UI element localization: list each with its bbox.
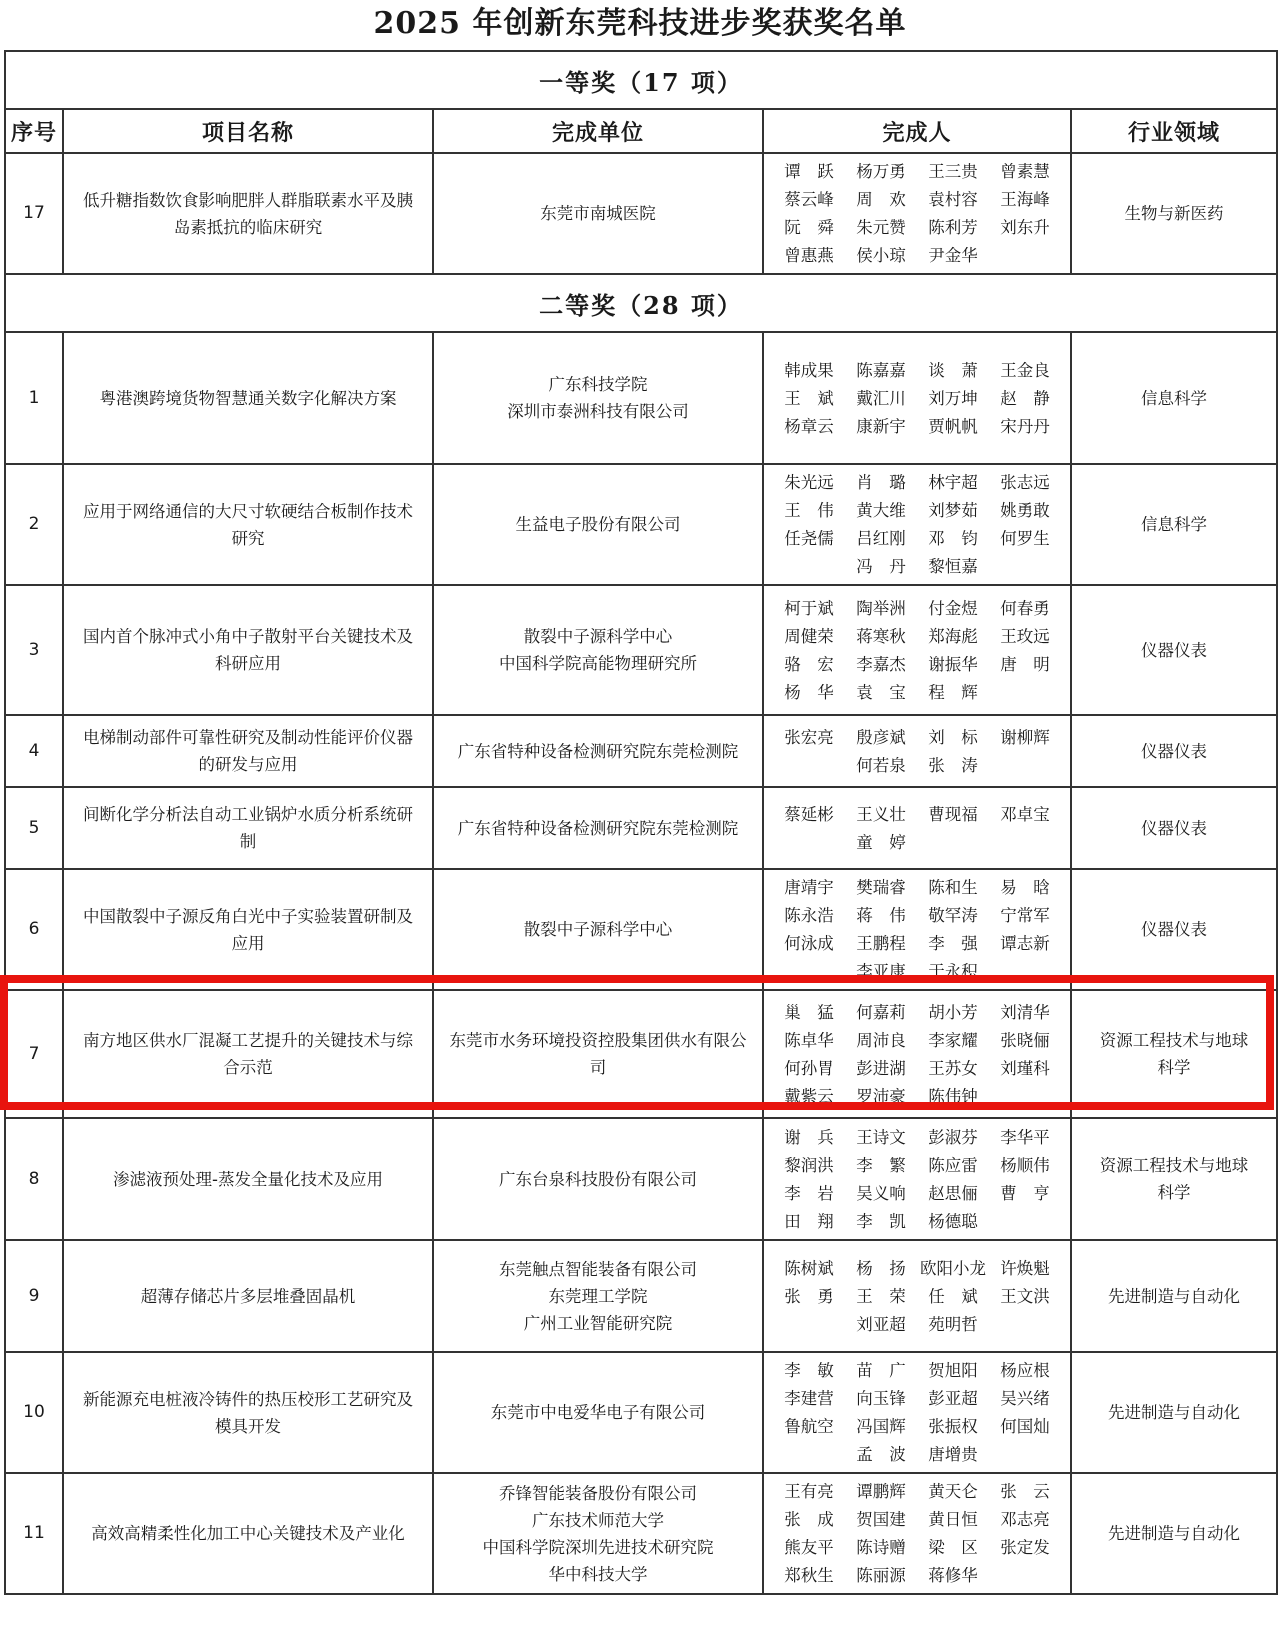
people-grid bbox=[770, 357, 1064, 440]
person-name: 陈嘉嘉 bbox=[856, 360, 906, 380]
person-name: 康新宇 bbox=[856, 416, 906, 436]
completion-unit bbox=[433, 1118, 763, 1240]
completion-unit bbox=[433, 1240, 763, 1352]
person-name: 王玫远 bbox=[1000, 626, 1050, 646]
person-name: 张宏亮 bbox=[784, 727, 834, 747]
person-name: 黄大维 bbox=[856, 501, 906, 520]
unit-line: 广东台泉科技股份有限公司 bbox=[499, 1169, 697, 1189]
row-index: 11 bbox=[5, 1473, 63, 1594]
person-name: 朱光远 bbox=[784, 473, 834, 492]
row-index: 4 bbox=[5, 715, 63, 787]
person-name: 殷彦斌 bbox=[856, 727, 906, 747]
people-grid bbox=[770, 724, 1064, 779]
completion-unit bbox=[433, 1473, 763, 1594]
project-name: 超薄存储芯片多层堆叠固晶机 bbox=[63, 1240, 433, 1352]
people-grid bbox=[770, 595, 1064, 706]
person-name: 张定发 bbox=[1000, 1538, 1050, 1557]
person-name: 杨章云 bbox=[784, 416, 834, 436]
person-name: 黄日恒 bbox=[928, 1510, 978, 1529]
person-name: 陈诗赠 bbox=[856, 1538, 906, 1557]
industry-field: 资源工程技术与地球科学 bbox=[1071, 990, 1277, 1118]
person-name: 王诗文 bbox=[856, 1127, 906, 1147]
person-name: 樊瑞睿 bbox=[856, 878, 906, 897]
person-name: 王文洪 bbox=[1000, 1286, 1050, 1306]
unit-line: 中国科学院高能物理研究所 bbox=[499, 654, 697, 673]
person-name: 曾惠燕 bbox=[784, 246, 834, 265]
person-name: 周 欢 bbox=[856, 190, 906, 209]
person-name: 戴紫云 bbox=[784, 1086, 834, 1106]
industry-field: 先进制造与自动化 bbox=[1071, 1240, 1277, 1352]
person-name: 宁常军 bbox=[1000, 906, 1050, 925]
person-name: 曹 亨 bbox=[1000, 1183, 1050, 1203]
person-name: 朱元赞 bbox=[856, 218, 906, 237]
person-name: 李华平 bbox=[1000, 1127, 1050, 1147]
project-name: 南方地区供水厂混凝工艺提升的关键技术与综合示范 bbox=[63, 990, 433, 1118]
header-idx: 序号 bbox=[5, 109, 63, 153]
person-name: 侯小琼 bbox=[856, 246, 906, 265]
person-name: 熊友平 bbox=[784, 1538, 834, 1557]
person-name: 陈应雷 bbox=[928, 1155, 978, 1175]
person-name: 蒋修华 bbox=[928, 1566, 978, 1585]
person-name: 宋丹丹 bbox=[1000, 416, 1050, 436]
person-name: 郑秋生 bbox=[784, 1566, 834, 1585]
person-name: 张振权 bbox=[928, 1417, 978, 1436]
person-name: 唐 明 bbox=[1000, 654, 1050, 674]
unit-line: 东莞触点智能装备有限公司 bbox=[499, 1259, 697, 1279]
person-name: 王义壮 bbox=[856, 804, 906, 824]
completion-people bbox=[763, 869, 1071, 990]
table-row bbox=[5, 1352, 1277, 1473]
project-name: 间断化学分析法自动工业锅炉水质分析系统研制 bbox=[63, 787, 433, 869]
people-grid bbox=[770, 1124, 1064, 1235]
person-name: 李嘉杰 bbox=[856, 654, 906, 674]
row-index: 5 bbox=[5, 787, 63, 869]
completion-people bbox=[763, 1240, 1071, 1352]
person-name: 陈和生 bbox=[928, 878, 978, 897]
person-name: 付金煜 bbox=[928, 598, 978, 618]
header-people: 完成人 bbox=[763, 109, 1071, 153]
person-name: 王 斌 bbox=[784, 388, 834, 408]
table-row bbox=[5, 332, 1277, 464]
person-name: 苑明哲 bbox=[928, 1314, 978, 1334]
industry-field: 先进制造与自动化 bbox=[1071, 1352, 1277, 1473]
row-index: 17 bbox=[5, 153, 63, 274]
person-name: 杨应根 bbox=[1000, 1361, 1050, 1380]
person-name: 黄天仑 bbox=[928, 1482, 978, 1501]
person-name: 贺旭阳 bbox=[928, 1361, 978, 1380]
completion-unit bbox=[433, 1352, 763, 1473]
unit-line: 广州工业智能研究院 bbox=[523, 1313, 673, 1333]
person-name: 何嘉莉 bbox=[856, 1002, 906, 1022]
award-table bbox=[4, 50, 1278, 1595]
person-name: 易 晗 bbox=[1000, 878, 1050, 897]
person-name: 周沛良 bbox=[856, 1030, 906, 1050]
person-name: 王 荣 bbox=[856, 1286, 906, 1306]
person-name: 杨 华 bbox=[784, 682, 834, 702]
person-name: 陈丽源 bbox=[856, 1566, 906, 1585]
person-name: 姚勇敢 bbox=[1000, 501, 1050, 520]
person-name: 何若泉 bbox=[856, 755, 906, 775]
person-name: 谢柳辉 bbox=[1000, 727, 1050, 747]
table-row bbox=[5, 990, 1277, 1118]
person-name: 彭亚超 bbox=[928, 1389, 978, 1408]
person-name: 刘清华 bbox=[1000, 1002, 1050, 1022]
person-name: 邓 钧 bbox=[928, 529, 978, 548]
person-name: 何国灿 bbox=[1000, 1417, 1050, 1436]
section-band-second-prize bbox=[5, 274, 1277, 332]
person-name: 欧阳小龙 bbox=[920, 1258, 986, 1278]
unit-line: 散裂中子源科学中心 bbox=[523, 627, 673, 646]
people-grid bbox=[770, 801, 1064, 856]
person-name: 骆 宏 bbox=[784, 654, 834, 674]
person-name: 孟 波 bbox=[856, 1445, 906, 1464]
person-name: 何春勇 bbox=[1000, 598, 1050, 618]
unit-line: 东莞理工学院 bbox=[548, 1286, 648, 1306]
unit-line: 乔锋智能装备股份有限公司 bbox=[499, 1483, 697, 1503]
person-name: 唐增贵 bbox=[928, 1445, 978, 1464]
person-name: 王海峰 bbox=[1000, 190, 1050, 209]
industry-field: 仪器仪表 bbox=[1071, 787, 1277, 869]
completion-people bbox=[763, 332, 1071, 464]
person-name: 张 云 bbox=[1000, 1482, 1050, 1501]
row-index: 9 bbox=[5, 1240, 63, 1352]
person-name: 刘瑾科 bbox=[1000, 1058, 1050, 1078]
header-project-name: 项目名称 bbox=[63, 109, 433, 153]
people-grid bbox=[770, 999, 1064, 1110]
person-name: 向玉锋 bbox=[856, 1389, 906, 1408]
person-name: 贺国建 bbox=[856, 1510, 906, 1529]
person-name: 刘万坤 bbox=[928, 388, 978, 408]
person-name: 李 凯 bbox=[856, 1211, 906, 1231]
completion-unit bbox=[433, 464, 763, 585]
completion-people bbox=[763, 1352, 1071, 1473]
person-name: 陈伟钟 bbox=[928, 1086, 978, 1106]
person-name: 黎润洪 bbox=[784, 1155, 834, 1175]
person-name: 王有亮 bbox=[784, 1482, 834, 1501]
person-name: 童 婷 bbox=[856, 832, 906, 852]
award-table-wrapper bbox=[4, 50, 1276, 1595]
person-name: 邓卓宝 bbox=[1000, 804, 1050, 824]
row-index: 7 bbox=[5, 990, 63, 1118]
person-name: 李 强 bbox=[928, 934, 978, 953]
table-row bbox=[5, 869, 1277, 990]
table-row bbox=[5, 1118, 1277, 1240]
person-name: 王 伟 bbox=[784, 501, 834, 520]
person-name: 曾素慧 bbox=[1000, 162, 1050, 181]
person-name: 何孙胃 bbox=[784, 1058, 834, 1078]
person-name: 尹金华 bbox=[928, 246, 978, 265]
completion-people bbox=[763, 1118, 1071, 1240]
person-name: 张 涛 bbox=[928, 755, 978, 775]
person-name: 敬罕涛 bbox=[928, 906, 978, 925]
table-row bbox=[5, 787, 1277, 869]
person-name: 张 勇 bbox=[784, 1286, 834, 1306]
section-band-first-prize bbox=[5, 51, 1277, 109]
person-name: 李家耀 bbox=[928, 1030, 978, 1050]
person-name: 胡小芳 bbox=[928, 1002, 978, 1022]
person-name: 王苏女 bbox=[928, 1058, 978, 1078]
table-row bbox=[5, 153, 1277, 274]
completion-people bbox=[763, 715, 1071, 787]
person-name: 于永积 bbox=[928, 962, 978, 981]
table-row bbox=[5, 715, 1277, 787]
person-name: 黎恒嘉 bbox=[928, 557, 978, 576]
unit-line: 东莞市中电爱华电子有限公司 bbox=[490, 1403, 706, 1422]
row-index: 10 bbox=[5, 1352, 63, 1473]
person-name: 吴义响 bbox=[856, 1183, 906, 1203]
completion-people bbox=[763, 464, 1071, 585]
project-name: 国内首个脉冲式小角中子散射平台关键技术及科研应用 bbox=[63, 585, 433, 715]
person-name: 鲁航空 bbox=[784, 1417, 834, 1436]
unit-line: 东莞市水务环境投资控股集团供水有限公司 bbox=[449, 1031, 747, 1077]
person-name: 张晓俪 bbox=[1000, 1030, 1050, 1050]
person-name: 谢振华 bbox=[928, 654, 978, 674]
industry-field: 生物与新医药 bbox=[1071, 153, 1277, 274]
person-name: 吴兴绪 bbox=[1000, 1389, 1050, 1408]
person-name: 郑海彪 bbox=[928, 626, 978, 646]
header-field: 行业领域 bbox=[1071, 109, 1277, 153]
person-name: 杨万勇 bbox=[856, 162, 906, 181]
person-name: 李亚康 bbox=[856, 962, 906, 981]
project-name: 应用于网络通信的大尺寸软硬结合板制作技术研究 bbox=[63, 464, 433, 585]
person-name: 赵 静 bbox=[1000, 388, 1050, 408]
person-name: 韩成果 bbox=[784, 360, 834, 380]
unit-line: 深圳市泰洲科技有限公司 bbox=[507, 402, 689, 421]
completion-people bbox=[763, 1473, 1071, 1594]
completion-unit bbox=[433, 715, 763, 787]
person-name: 林宇超 bbox=[928, 473, 978, 492]
person-name: 杨德聪 bbox=[928, 1211, 978, 1231]
section-label: 一等奖（17 项） bbox=[5, 51, 1277, 109]
person-name: 李 岩 bbox=[784, 1183, 834, 1203]
person-name: 唐靖宇 bbox=[784, 878, 834, 897]
project-name: 中国散裂中子源反角白光中子实验装置研制及应用 bbox=[63, 869, 433, 990]
row-index: 2 bbox=[5, 464, 63, 585]
project-name: 高效高精柔性化加工中心关键技术及产业化 bbox=[63, 1473, 433, 1594]
person-name: 赵思俪 bbox=[928, 1183, 978, 1203]
row-index: 1 bbox=[5, 332, 63, 464]
people-grid bbox=[770, 1357, 1064, 1468]
person-name: 张志远 bbox=[1000, 473, 1050, 492]
person-name: 梁 区 bbox=[928, 1538, 978, 1557]
person-name: 刘梦茹 bbox=[928, 501, 978, 520]
unit-line: 生益电子股份有限公司 bbox=[515, 515, 681, 534]
people-grid bbox=[770, 1255, 1064, 1338]
people-grid bbox=[770, 1478, 1064, 1589]
person-name: 陈卓华 bbox=[784, 1030, 834, 1050]
people-grid bbox=[770, 469, 1064, 580]
person-name: 蔡云峰 bbox=[784, 190, 834, 209]
section-label: 二等奖（28 项） bbox=[5, 274, 1277, 332]
table-row bbox=[5, 585, 1277, 715]
person-name: 陶举洲 bbox=[856, 598, 906, 618]
person-name: 李 敏 bbox=[784, 1361, 834, 1380]
table-header-row bbox=[5, 109, 1277, 153]
person-name: 任尧儒 bbox=[784, 529, 834, 548]
table-row bbox=[5, 464, 1277, 585]
industry-field: 仪器仪表 bbox=[1071, 585, 1277, 715]
person-name: 苗 广 bbox=[856, 1361, 906, 1380]
completion-people bbox=[763, 585, 1071, 715]
unit-line: 华中科技大学 bbox=[548, 1564, 648, 1584]
project-name: 渗滤液预处理-蒸发全量化技术及应用 bbox=[63, 1118, 433, 1240]
person-name: 王金良 bbox=[1000, 360, 1050, 380]
person-name: 谭鹏辉 bbox=[856, 1482, 906, 1501]
header-unit: 完成单位 bbox=[433, 109, 763, 153]
person-name: 谢 兵 bbox=[784, 1127, 834, 1147]
project-name: 新能源充电桩液冷铸件的热压校形工艺研究及模具开发 bbox=[63, 1352, 433, 1473]
unit-line: 广东科技学院 bbox=[548, 375, 648, 394]
person-name: 袁村容 bbox=[928, 190, 978, 209]
person-name: 周健荣 bbox=[784, 626, 834, 646]
person-name: 巢 猛 bbox=[784, 1002, 834, 1022]
person-name: 何泳成 bbox=[784, 934, 834, 953]
people-grid bbox=[770, 874, 1064, 985]
row-index: 8 bbox=[5, 1118, 63, 1240]
person-name: 邓志亮 bbox=[1000, 1510, 1050, 1529]
person-name: 陈利芳 bbox=[928, 218, 978, 237]
person-name: 杨 扬 bbox=[856, 1258, 906, 1278]
person-name: 戴汇川 bbox=[856, 388, 906, 408]
completion-people bbox=[763, 787, 1071, 869]
industry-field: 仪器仪表 bbox=[1071, 869, 1277, 990]
person-name: 刘亚超 bbox=[856, 1314, 906, 1334]
person-name: 曹现福 bbox=[928, 804, 978, 824]
row-index: 3 bbox=[5, 585, 63, 715]
project-name: 电梯制动部件可靠性研究及制动性能评价仪器的研发与应用 bbox=[63, 715, 433, 787]
people-grid bbox=[770, 158, 1064, 269]
person-name: 陈永浩 bbox=[784, 906, 834, 925]
table-row bbox=[5, 1240, 1277, 1352]
person-name: 谭 跃 bbox=[784, 162, 834, 181]
industry-field: 信息科学 bbox=[1071, 332, 1277, 464]
person-name: 冯国辉 bbox=[856, 1417, 906, 1436]
person-name: 冯 丹 bbox=[856, 557, 906, 576]
person-name: 彭进湖 bbox=[856, 1058, 906, 1078]
person-name: 王鹏程 bbox=[856, 934, 906, 953]
completion-people bbox=[763, 990, 1071, 1118]
person-name: 刘东升 bbox=[1000, 218, 1050, 237]
person-name: 许焕魁 bbox=[1000, 1258, 1050, 1278]
unit-line: 东莞市南城医院 bbox=[540, 204, 656, 223]
completion-unit bbox=[433, 585, 763, 715]
completion-unit bbox=[433, 787, 763, 869]
person-name: 袁 宝 bbox=[856, 682, 906, 702]
person-name: 刘 标 bbox=[928, 727, 978, 747]
industry-field: 仪器仪表 bbox=[1071, 715, 1277, 787]
person-name: 阮 舜 bbox=[784, 218, 834, 237]
person-name: 吕红刚 bbox=[856, 529, 906, 548]
person-name: 彭淑芬 bbox=[928, 1127, 978, 1147]
project-name: 低升糖指数饮食影响肥胖人群脂联素水平及胰岛素抵抗的临床研究 bbox=[63, 153, 433, 274]
project-name: 粤港澳跨境货物智慧通关数字化解决方案 bbox=[63, 332, 433, 464]
person-name: 王三贵 bbox=[928, 162, 978, 181]
person-name: 蒋寒秋 bbox=[856, 626, 906, 646]
completion-unit bbox=[433, 990, 763, 1118]
completion-unit bbox=[433, 869, 763, 990]
person-name: 李建营 bbox=[784, 1389, 834, 1408]
person-name: 任 斌 bbox=[928, 1286, 978, 1306]
person-name: 何罗生 bbox=[1000, 529, 1050, 548]
person-name: 蔡延彬 bbox=[784, 804, 834, 824]
unit-line: 中国科学院深圳先进技术研究院 bbox=[482, 1537, 714, 1557]
unit-line: 广东省特种设备检测研究院东莞检测院 bbox=[457, 818, 739, 838]
completion-unit bbox=[433, 332, 763, 464]
industry-field: 信息科学 bbox=[1071, 464, 1277, 585]
award-table-body bbox=[5, 51, 1277, 1594]
unit-line: 广东省特种设备检测研究院东莞检测院 bbox=[457, 741, 739, 761]
completion-unit bbox=[433, 153, 763, 274]
person-name: 肖 璐 bbox=[856, 473, 906, 492]
document-title: 2025 年创新东莞科技进步奖获奖名单 bbox=[373, 6, 907, 41]
unit-line: 广东技术师范大学 bbox=[532, 1510, 664, 1530]
person-name: 罗沛豪 bbox=[856, 1086, 906, 1106]
person-name: 谈 萧 bbox=[928, 360, 978, 380]
person-name: 贾帆帆 bbox=[928, 416, 978, 436]
person-name: 程 辉 bbox=[928, 682, 978, 702]
person-name: 张 成 bbox=[784, 1510, 834, 1529]
industry-field: 资源工程技术与地球科学 bbox=[1071, 1118, 1277, 1240]
table-row bbox=[5, 1473, 1277, 1594]
person-name: 李 繁 bbox=[856, 1155, 906, 1175]
completion-people bbox=[763, 153, 1071, 274]
unit-line: 散裂中子源科学中心 bbox=[523, 920, 673, 939]
industry-field: 先进制造与自动化 bbox=[1071, 1473, 1277, 1594]
person-name: 陈树斌 bbox=[784, 1258, 834, 1278]
person-name: 田 翔 bbox=[784, 1211, 834, 1231]
row-index: 6 bbox=[5, 869, 63, 990]
person-name: 柯于斌 bbox=[784, 598, 834, 618]
person-name: 蒋 伟 bbox=[856, 906, 906, 925]
person-name: 谭志新 bbox=[1000, 934, 1050, 953]
person-name: 杨顺伟 bbox=[1000, 1155, 1050, 1175]
